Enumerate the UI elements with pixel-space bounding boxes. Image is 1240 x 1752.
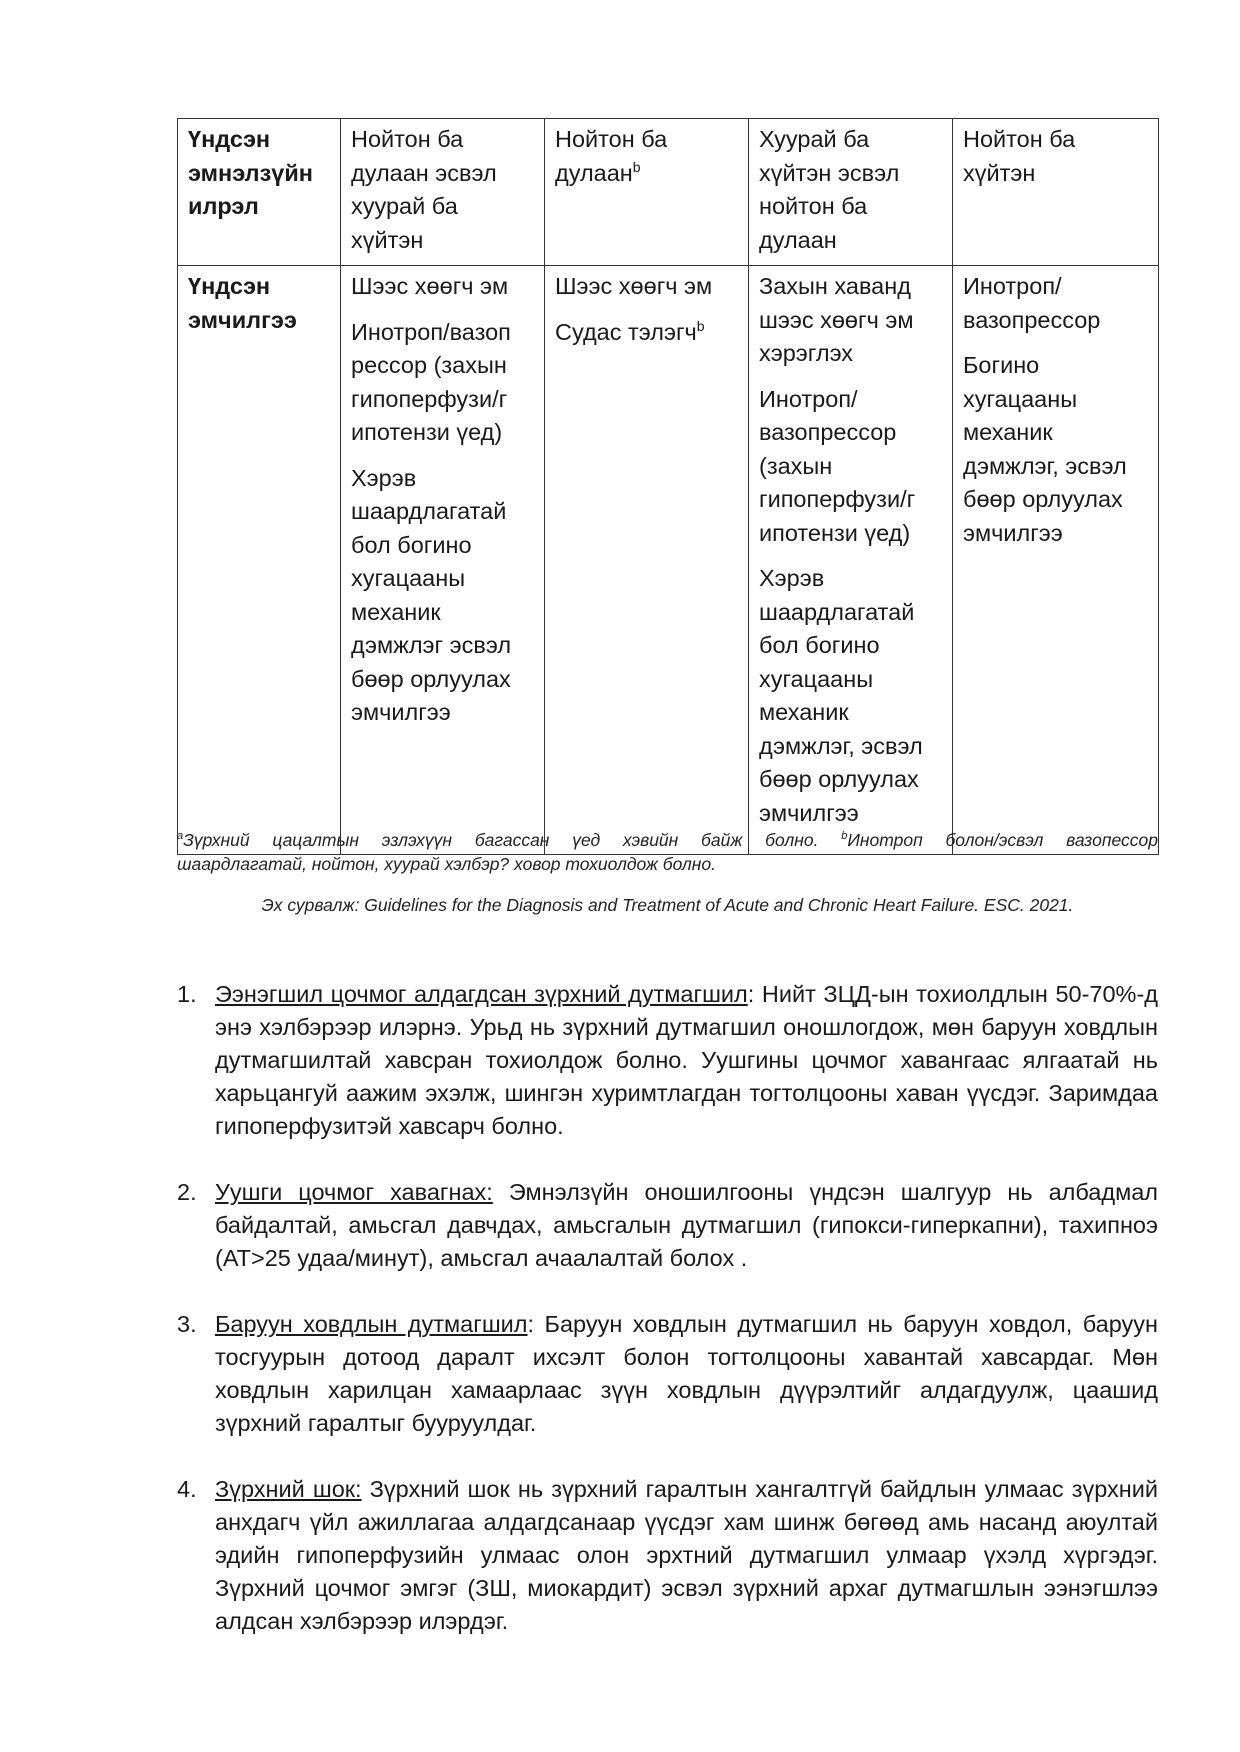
table-footnote-continued: шаардлагатай, нойтон, хуурай хэлбэр? ховор тохиолдож болно. [177,854,717,874]
table-cell: Нойтон ба дулаан$^b$ [545,119,749,266]
row-header-clinical-presentation: Үндсэн эмнэлзүйн илрэл [178,119,341,266]
table-cell: Нойтон ба дулаан эсвэл хуурай ба хүйтэн [341,119,545,266]
table-row-main-treatment [178,266,1159,855]
heart-failure-types-list [177,978,1158,1671]
footnote-marker-b: b [632,158,641,175]
list-item-term: Уушги цочмог хавагнах: [215,1179,493,1205]
list-item: 2. Уушги цочмог хавагнах: Эмнэлзүйн оношилгооны үндсэн шалгуур нь албадмал байдалтай, амьсгал давчдах, амьсгалын дутмагшил (гипокси-гиперкапни), тахипноэ (АТ>25 удаа/минут), амьсгал ачаалалтай болох . [177,1179,1159,1271]
row-header-main-treatment: Үндсэн эмчилгээ [178,266,341,855]
table-footnote: $^a$Зүрхний цацалтын эзлэхүүн багассан үед хэвийн байж болно. $^b$Инотроп болон/эсвэл вазопессор [177,830,1158,850]
table-cell: Хуурай ба хүйтэн эсвэл нойтон ба дулаан [749,119,953,266]
list-item: 4. Зүрхний шок: Зүрхний шок нь зүрхний гаралтын хангалтгүй байдлын улмаас зүрхний анхдагч үйл ажиллагаа алдагдсанаар үүсдэг хам шинж бөгөөд амь насанд аюултай эдийн гипоперфузийн улмаас олон эрхтний дутмагшил улмаар үхэлд хүргэдэг. Зүрхний цочмог эмгэг (ЗШ, миокардит) эсвэл зүрхний архаг дутмагшлын ээнэгшлээ алдсан хэлбэрээр илэрдэг. [177,1476,1158,1634]
table-row-clinical-presentation [178,119,1159,266]
table-cell: Шээс хөөгч эм Инотроп/вазоп рессор (захын гипоперфузи/г ипотензи үед) Хэрэв шаардлагатай бол богино хугацааны механик дэмжлэг эсвэл бөөр орлуулах эмчилгээ [341,266,545,855]
heart-failure-table [177,118,1159,855]
table-cell: Инотроп/ вазопрессор Богино хугацааны механик дэмжлэг, эсвэл бөөр орлуулах эмчилгээ [953,266,1159,855]
list-item-term: Зүрхний шок: [215,1476,362,1502]
table-cell: Нойтон ба хүйтэн [953,119,1159,266]
table-cell: Шээс хөөгч эм Судас тэлэгч$^b$ [545,266,749,855]
table-cell: Захын хаванд шээс хөөгч эм хэрэглэх Инотроп/ вазопрессор (захын гипоперфузи/г ипотензи үед) Хэрэв шаардлагатай бол богино хугацааны механик дэмжлэг, эсвэл бөөр орлуулах эмчилгээ [749,266,953,855]
footnote-marker-b: b [696,317,705,334]
source-citation: Эх сурвалж: Guidelines for the Diagnosis and Treatment of Acute and Chronic Heart Failure. ESC. 2021. [261,895,1074,915]
list-item: 1. Ээнэгшил цочмог алдагдсан зүрхний дутмагшил: Нийт ЗЦД-ын тохиолдлын 50-70%-д энэ хэлбэрээр илэрнэ. Урьд нь зүрхний дутмагшил оношлогдож, мөн баруун ховдлын дутмагшилтай хавсран тохиолдож болно. Уушгины цочмог хавангаас ялгаатай нь харьцангуй аажим эхэлж, шингэн хуримтлагдан тогтолцооны хаван үүсдэг. Заримдаа гипоперфузитэй хавсарч болно. [177,981,1158,1139]
list-item-term: Ээнэгшил цочмог алдагдсан зүрхний дутмагшил [215,981,748,1007]
list-item: 3. Баруун ховдлын дутмагшил: Баруун ховдлын дутмагшил нь баруун ховдол, баруун тосгуурын дотоод даралт ихсэлт болон тогтолцооны хавантай хавсардаг. Мөн ховдлын харилцан хамаарлаас зүүн ховдлын дүүрэлтийг алдагдуулж, цаашид зүрхний гаралтыг бууруулдаг. [177,1311,1158,1436]
list-item-term: Баруун ховдлын дутмагшил [215,1311,528,1337]
